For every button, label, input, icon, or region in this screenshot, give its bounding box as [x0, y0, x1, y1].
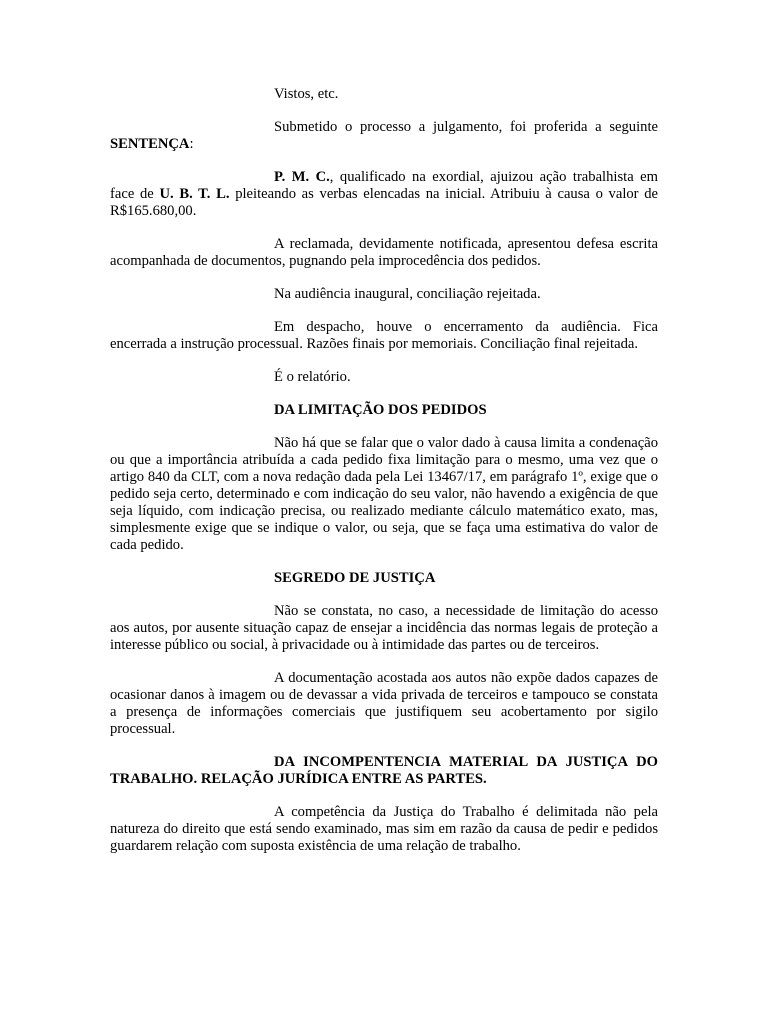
- paragraph-parties-mid: , qualificado na exordial, ajuizou ação trabalhista em face de: [110, 169, 658, 202]
- heading-incompetencia: DA INCOMPENTENCIA MATERIAL DA JUSTIÇA DO TRABALHO. RELAÇÃO JURÍDICA ENTRE AS PARTES.: [110, 754, 658, 787]
- sentenca-label: SENTENÇA: [110, 136, 190, 152]
- paragraph-limitacao: Não há que se falar que o valor dado à causa limita a condenação ou que a importância atribuída a cada pedido fixa limitação para o mesmo, uma vez que o artigo 840 da CLT, com a nova redação dada pela Lei 13467/17, em parágrafo 1º, exige que o pedido seja certo, determinado e com indicação do seu valor, não havendo a exigência de que seja líquido, com indicação precisa, ou realizado mediante cálculo matemático exato, mas, simplesmente exige que se indique o valor, ou seja, que se faça uma estimativa do valor de cada pedido.: [110, 435, 658, 553]
- paragraph-parties-end: pleiteando as verbas elencadas na inicial. Atribuiu à causa o valor de R$165.680,00.: [110, 186, 658, 219]
- plaintiff-initials: P. M. C.: [274, 169, 330, 185]
- heading-segredo-justica: SEGREDO DE JUSTIÇA: [274, 570, 436, 586]
- paragraph-submetido-text: Submetido o processo a julgamento, foi proferida a seguinte: [274, 119, 658, 135]
- paragraph-segredo-1: Não se constata, no caso, a necessidade de limitação do acesso aos autos, por ausente situação capaz de ensejar a incidência das normas legais de proteção a interesse público ou social, à privacidade ou à intimidade das partes ou de terceiros.: [110, 603, 658, 653]
- document-body: [110, 86, 658, 871]
- paragraph-vistos: Vistos, etc.: [274, 86, 339, 102]
- heading-limitacao-pedidos: DA LIMITAÇÃO DOS PEDIDOS: [274, 402, 487, 418]
- paragraph-segredo-2: A documentação acostada aos autos não expõe dados capazes de ocasionar danos à imagem ou de devassar a vida privada de terceiros e tampouco se constata a presença de informações comerciais que justifiquem seu acobertamento por sigilo processual.: [110, 670, 658, 737]
- paragraph-submetido-end: :: [189, 136, 194, 152]
- paragraph-despacho: Em despacho, houve o encerramento da audiência. Fica encerrada a instrução processual. Razões finais por memoriais. Conciliação final rejeitada.: [110, 319, 658, 352]
- paragraph-competencia: A competência da Justiça do Trabalho é delimitada não pela natureza do direito que está sendo examinado, mas sim em razão da causa de pedir e pedidos guardarem relação com suposta existência de uma relação de trabalho.: [110, 804, 658, 854]
- paragraph-parties: [110, 169, 658, 220]
- paragraph-reclamada: A reclamada, devidamente notificada, apresentou defesa escrita acompanhada de documentos, pugnando pela improcedência dos pedidos.: [110, 236, 658, 269]
- paragraph-submetido: [110, 119, 658, 153]
- defendant-initials: U. B. T. L.: [159, 186, 230, 202]
- paragraph-audiencia: Na audiência inaugural, conciliação rejeitada.: [274, 286, 541, 302]
- paragraph-relatorio: É o relatório.: [274, 369, 351, 385]
